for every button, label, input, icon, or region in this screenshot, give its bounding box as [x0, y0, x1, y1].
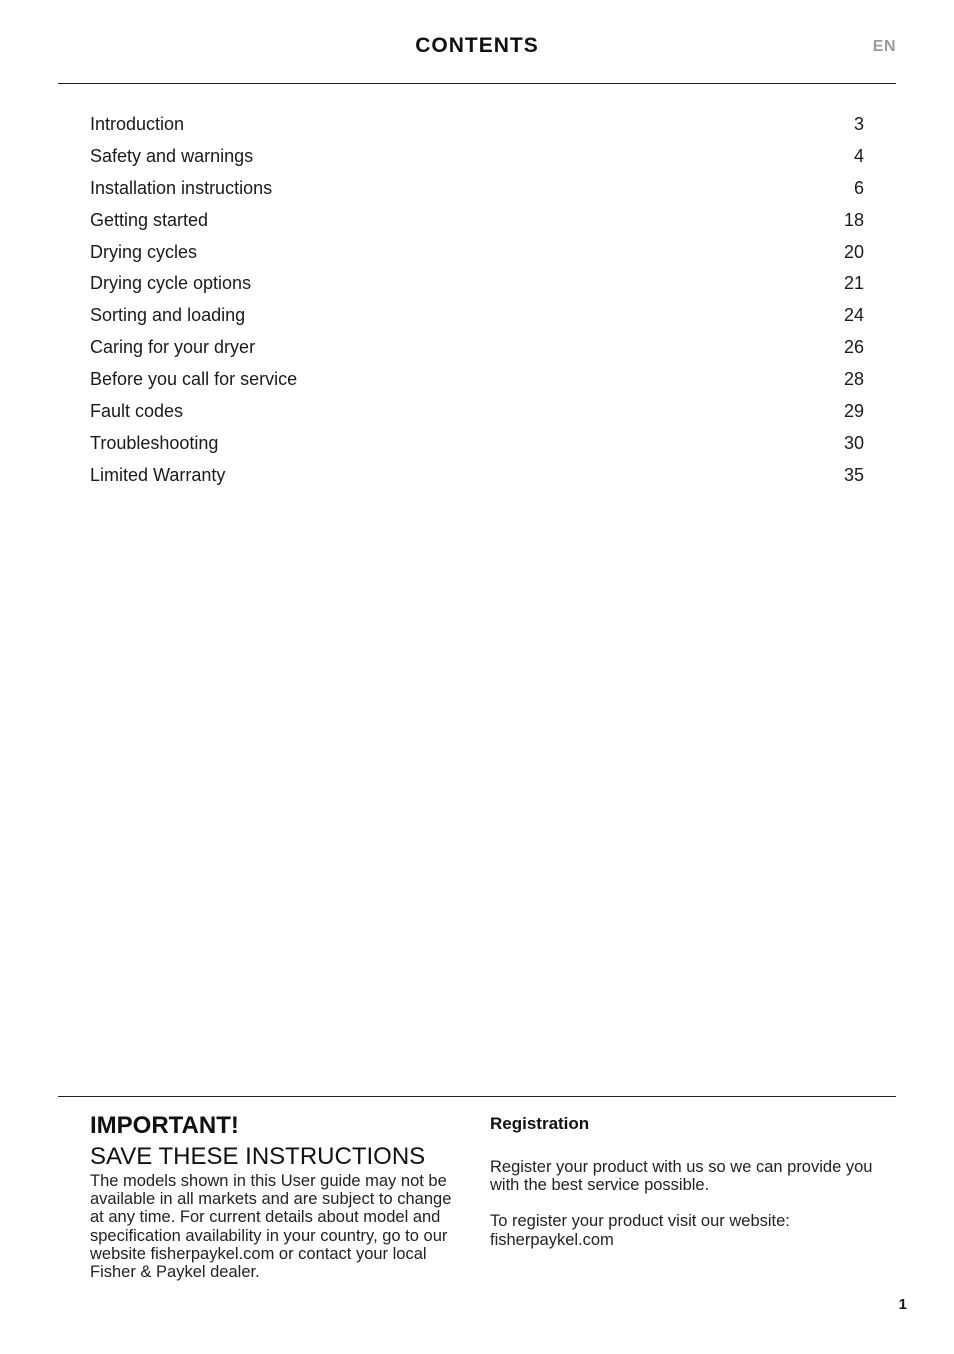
toc-entry-title: Caring for your dryer: [90, 337, 256, 358]
toc-entry-page: 21: [843, 273, 864, 294]
save-instructions-heading: SAVE THESE INSTRUCTIONS: [90, 1143, 426, 1170]
toc-entry-page: 35: [843, 464, 864, 485]
toc-entry[interactable]: [90, 206, 864, 238]
toc-entry[interactable]: [90, 397, 864, 429]
toc-entry[interactable]: [90, 461, 864, 493]
toc-entry-title: Limited Warranty: [90, 464, 226, 485]
toc-entry-title: Drying cycle options: [90, 273, 252, 294]
toc-entry-page: 4: [853, 145, 864, 166]
toc-entry-page: 24: [843, 305, 864, 326]
toc-entry-page: 28: [843, 369, 864, 390]
toc-entry[interactable]: [90, 269, 864, 301]
toc-entry-title: Fault codes: [90, 401, 184, 422]
toc-entry[interactable]: [90, 142, 864, 174]
toc-entry-title: Sorting and loading: [90, 305, 246, 326]
toc-entry-title: Introduction: [90, 114, 185, 134]
language-label: EN: [872, 38, 896, 55]
important-notice: [90, 1110, 460, 1281]
toc-entry-title: Installation instructions: [90, 177, 273, 198]
toc-entry-page: 3: [853, 114, 864, 134]
toc-entry-page: 18: [843, 209, 864, 230]
registration-section: [490, 1112, 890, 1267]
toc-entry-page: 26: [843, 337, 864, 358]
toc-entry-title: Before you call for service: [90, 369, 298, 390]
toc-entry-page: 6: [853, 177, 864, 198]
footer-divider: [58, 1096, 896, 1097]
toc-entry[interactable]: [90, 110, 864, 142]
important-heading: IMPORTANT!: [90, 1112, 239, 1139]
toc-entry[interactable]: [90, 238, 864, 270]
registration-website-text: To register your product visit our website: fisherpaykel.com: [490, 1212, 790, 1249]
toc-entry-title: Drying cycles: [90, 241, 198, 262]
toc-entry-title: Troubleshooting: [90, 432, 219, 453]
toc-entry[interactable]: [90, 301, 864, 333]
page-title: CONTENTS: [415, 34, 539, 57]
toc-entry-title: Safety and warnings: [90, 145, 254, 166]
toc-entry[interactable]: [90, 429, 864, 461]
header-divider: [58, 83, 896, 84]
toc-entry-page: 30: [843, 432, 864, 453]
table-of-contents: [90, 110, 864, 493]
important-body-text: The models shown in this User guide may not be available in all markets and are subject to change at any time. For current details about model and specification availability in your country, go to our website fisherpaykel.com or contact your local Fisher & Paykel dealer.: [90, 1172, 452, 1282]
toc-entry-page: 29: [843, 401, 864, 422]
toc-entry-page: 20: [843, 241, 864, 262]
toc-entry[interactable]: [90, 174, 864, 206]
toc-entry[interactable]: [90, 365, 864, 397]
registration-body-text: Register your product with us so we can provide you with the best service possible.: [490, 1158, 873, 1195]
toc-entry[interactable]: [90, 333, 864, 365]
registration-heading: Registration: [490, 1114, 590, 1133]
toc-entry-title: Getting started: [90, 209, 209, 230]
page-number: 1: [898, 1296, 907, 1313]
